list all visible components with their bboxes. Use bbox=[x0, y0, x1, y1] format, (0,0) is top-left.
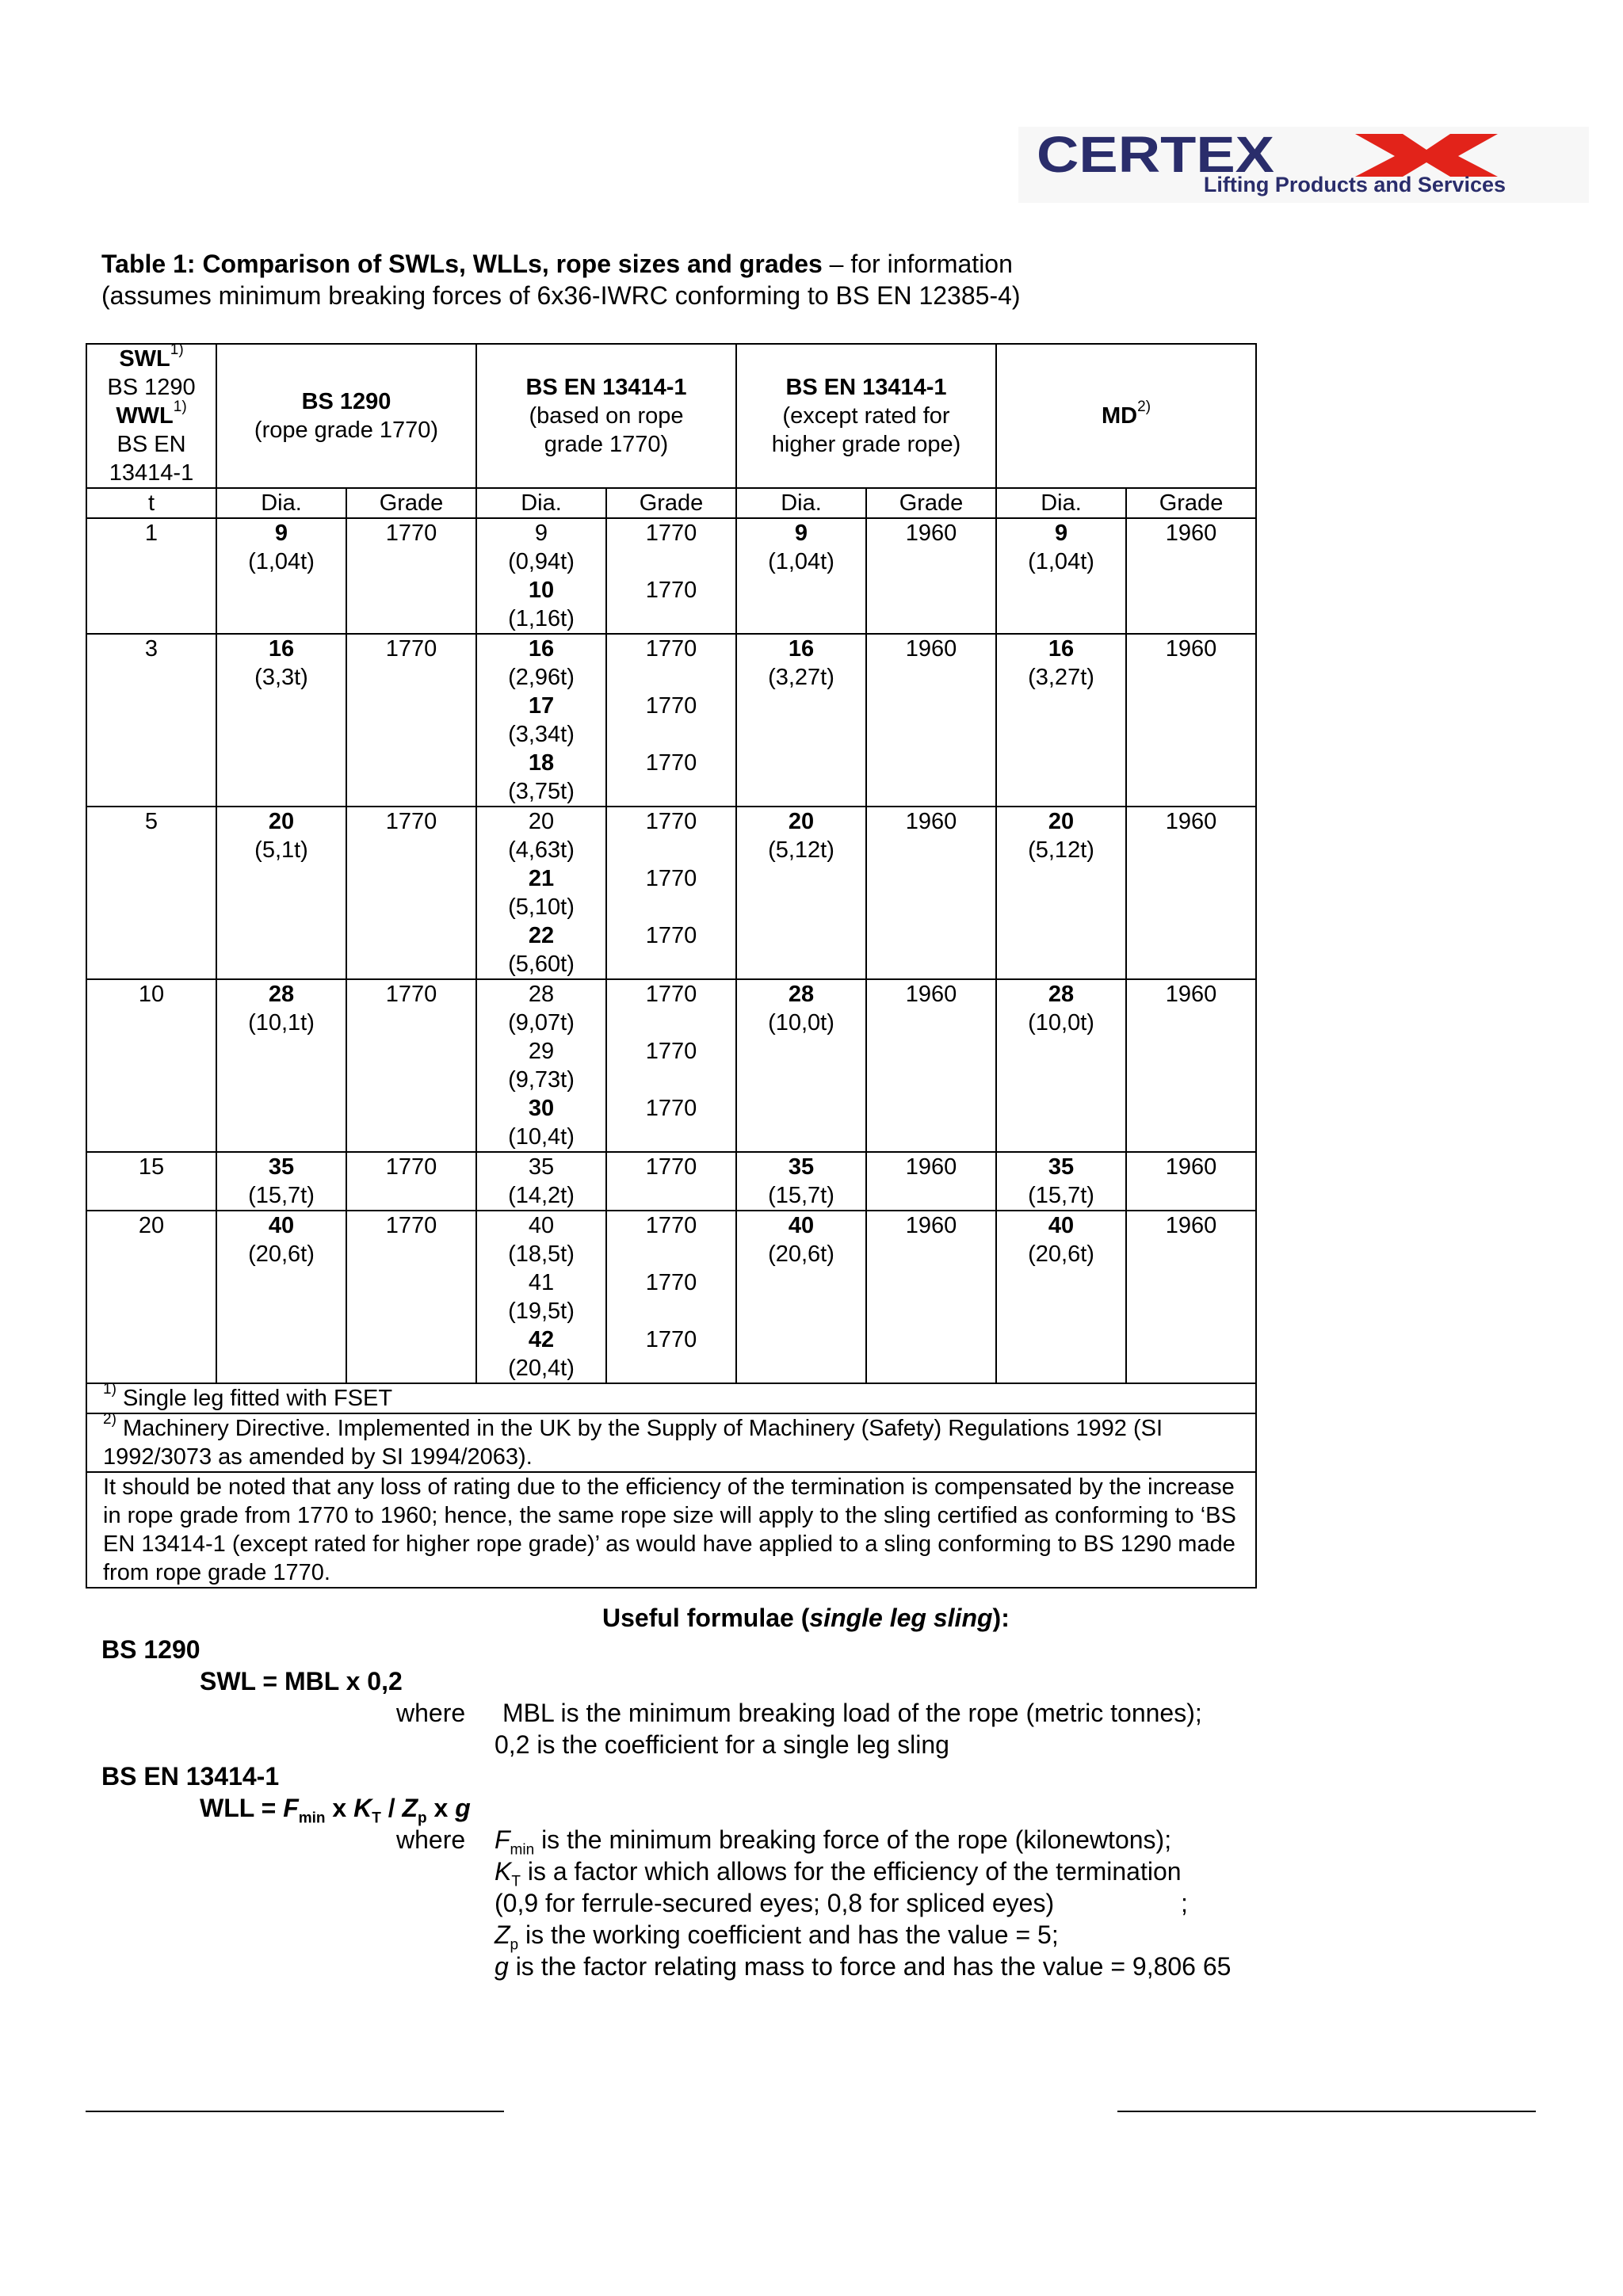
rope-breaking-load: (4,63t) bbox=[508, 837, 575, 863]
rope-diameter: 35 bbox=[268, 1154, 295, 1180]
table-row bbox=[86, 1152, 1256, 1211]
table-row bbox=[86, 1211, 1256, 1383]
rope-breaking-load: (20,6t) bbox=[248, 1241, 315, 1267]
md-dia-cell bbox=[996, 634, 1126, 807]
bsen-grade-cell bbox=[606, 1211, 736, 1383]
table-body bbox=[86, 518, 1256, 1383]
rope-diameter: 16 bbox=[268, 636, 295, 662]
footnote-2-row bbox=[86, 1413, 1256, 1472]
higher-grade-cell bbox=[866, 1211, 996, 1383]
table-subheader-row bbox=[86, 488, 1256, 518]
rope-breaking-load: (3,75t) bbox=[508, 779, 575, 804]
bs1290-dia-cell bbox=[216, 634, 346, 807]
formulae-heading: Useful formulae (single leg sling): bbox=[602, 1604, 1010, 1632]
logo-tagline: Lifting Products and Services bbox=[1203, 173, 1506, 196]
rope-diameter: 35 bbox=[528, 1154, 555, 1180]
bsen-dia-cell bbox=[476, 979, 606, 1152]
rope-grade: 1770 bbox=[645, 1270, 697, 1295]
footnote-1: $^{1)}$ Single leg fitted with FSET bbox=[86, 1383, 1256, 1413]
coefficient-definition: 0,2 is the coefficient for a single leg sling bbox=[495, 1730, 949, 1759]
wll-formula: WLL = $F_{min}$ x $K_T / Z_p$ x g bbox=[200, 1794, 471, 1827]
rope-diameter: 40 bbox=[268, 1213, 295, 1238]
bs1290-grade-cell bbox=[346, 518, 476, 634]
bsen-grade-cell bbox=[606, 979, 736, 1152]
title-bold: Table 1: Comparison of SWLs, WLLs, rope sizes and grades bbox=[101, 250, 823, 278]
rope-grade: 1770 bbox=[645, 1154, 697, 1180]
rope-grade: 1770 bbox=[645, 693, 697, 719]
higher-dia-cell bbox=[736, 807, 866, 979]
rope-diameter: 28 bbox=[528, 982, 555, 1007]
rope-grade: 1770 bbox=[645, 521, 697, 546]
bs1290-dia-cell bbox=[216, 1211, 346, 1383]
rope-grade: 1960 bbox=[905, 521, 957, 546]
swl-value: 5 bbox=[86, 807, 216, 979]
rope-breaking-load: (10,0t) bbox=[768, 1010, 834, 1035]
swl-value: 15 bbox=[86, 1152, 216, 1211]
svg-text:CERTEX: CERTEX bbox=[1037, 131, 1275, 178]
rope-breaking-load: (20,4t) bbox=[508, 1356, 575, 1381]
title-line2: (assumes minimum breaking forces of 6x36-IWRC conforming to BS EN 12385-4) bbox=[101, 281, 1021, 310]
swl-formula: SWL = MBL x 0,2 bbox=[200, 1667, 403, 1695]
sub-grade: Grade bbox=[606, 488, 736, 518]
rope-diameter: 17 bbox=[528, 693, 555, 719]
rope-diameter: 20 bbox=[268, 809, 295, 834]
md-grade-cell bbox=[1126, 1211, 1256, 1383]
footnote-3-row bbox=[86, 1472, 1256, 1588]
header-md: MD$^{2)}$ bbox=[996, 344, 1256, 488]
bs1290-grade-cell bbox=[346, 1211, 476, 1383]
higher-grade-cell bbox=[866, 979, 996, 1152]
bs1290-dia-cell bbox=[216, 518, 346, 634]
bsen-grade-cell bbox=[606, 518, 736, 634]
rope-grade: 1960 bbox=[905, 1154, 957, 1180]
rope-grade: 1960 bbox=[905, 636, 957, 662]
table-row bbox=[86, 518, 1256, 634]
rope-breaking-load: (1,04t) bbox=[1028, 549, 1094, 574]
md-dia-cell bbox=[996, 979, 1126, 1152]
rope-grade: 1770 bbox=[385, 1154, 437, 1180]
rope-grade: 1770 bbox=[645, 1096, 697, 1121]
bsen-grade-cell bbox=[606, 634, 736, 807]
table-row bbox=[86, 979, 1256, 1152]
md-grade-cell bbox=[1126, 807, 1256, 979]
bsen-grade-cell bbox=[606, 1152, 736, 1211]
g-definition: g is the factor relating mass to force and has the value = 9,806 65 bbox=[495, 1952, 1232, 1981]
higher-dia-cell bbox=[736, 979, 866, 1152]
rope-grade: 1770 bbox=[645, 1039, 697, 1064]
rope-grade: 1960 bbox=[905, 809, 957, 834]
bsen-dia-cell bbox=[476, 1211, 606, 1383]
rope-diameter: 41 bbox=[528, 1270, 555, 1295]
rope-diameter: 40 bbox=[788, 1213, 815, 1238]
bs1290-dia-cell bbox=[216, 807, 346, 979]
bs1290-grade-cell bbox=[346, 1152, 476, 1211]
rope-breaking-load: (10,4t) bbox=[508, 1124, 575, 1150]
rope-grade: 1770 bbox=[385, 982, 437, 1007]
bs1290-grade-cell bbox=[346, 634, 476, 807]
rope-breaking-load: (10,1t) bbox=[248, 1010, 315, 1035]
rope-grade: 1960 bbox=[1165, 1213, 1217, 1238]
footnote-2: $^{2)}$ Machinery Directive. Implemented in the UK by the Supply of Machinery (Safety) Regulations 1992 (SI 1992/3073 as amended by SI 1994/2063). bbox=[86, 1413, 1256, 1472]
table-row bbox=[86, 634, 1256, 807]
certex-wordmark-icon bbox=[1030, 131, 1506, 178]
md-grade-cell bbox=[1126, 979, 1256, 1152]
rope-grade: 1960 bbox=[1165, 521, 1217, 546]
rope-breaking-load: (18,5t) bbox=[508, 1241, 575, 1267]
sub-dia: Dia. bbox=[736, 488, 866, 518]
higher-dia-cell bbox=[736, 634, 866, 807]
swl-value: 3 bbox=[86, 634, 216, 807]
rope-diameter: 9 bbox=[274, 521, 288, 546]
mbl-definition: MBL is the minimum breaking load of the rope (metric tonnes); bbox=[502, 1699, 1202, 1727]
higher-grade-cell bbox=[866, 634, 996, 807]
rope-diameter: 16 bbox=[528, 636, 555, 662]
md-dia-cell bbox=[996, 807, 1126, 979]
rope-breaking-load: (10,0t) bbox=[1028, 1010, 1094, 1035]
kt-definition: $K_T$ is a factor which allows for the efficiency of the termination bbox=[495, 1857, 1182, 1890]
rope-grade: 1960 bbox=[1165, 636, 1217, 662]
rope-breaking-load: (20,6t) bbox=[768, 1241, 834, 1267]
bsen-dia-cell bbox=[476, 807, 606, 979]
rope-breaking-load: (5,1t) bbox=[254, 837, 308, 863]
rope-diameter: 16 bbox=[788, 636, 815, 662]
md-grade-cell bbox=[1126, 634, 1256, 807]
rope-diameter: 42 bbox=[528, 1327, 555, 1352]
rope-diameter: 20 bbox=[528, 809, 555, 834]
rope-breaking-load: (19,5t) bbox=[508, 1299, 575, 1324]
rope-breaking-load: (1,04t) bbox=[248, 549, 315, 574]
where-label-2: where bbox=[396, 1825, 466, 1854]
rope-breaking-load: (15,7t) bbox=[768, 1183, 834, 1208]
table-header-row bbox=[86, 344, 1256, 488]
kt-semicolon: ; bbox=[1181, 1889, 1188, 1917]
higher-grade-cell bbox=[866, 518, 996, 634]
md-grade-cell bbox=[1126, 518, 1256, 634]
rope-diameter: 9 bbox=[794, 521, 808, 546]
rope-grade: 1960 bbox=[1165, 809, 1217, 834]
rope-diameter: 20 bbox=[788, 809, 815, 834]
rope-breaking-load: (15,7t) bbox=[248, 1183, 315, 1208]
swl-value: 20 bbox=[86, 1211, 216, 1383]
bs1290-dia-cell bbox=[216, 979, 346, 1152]
rope-breaking-load: (0,94t) bbox=[508, 549, 575, 574]
rope-diameter: 28 bbox=[268, 982, 295, 1007]
rope-breaking-load: (5,12t) bbox=[1028, 837, 1094, 863]
rope-grade: 1960 bbox=[1165, 1154, 1217, 1180]
fmin-definition: $F_{min}$ is the minimum breaking force of the rope (kilonewtons); bbox=[495, 1825, 1172, 1859]
rope-breaking-load: (1,16t) bbox=[508, 606, 575, 631]
rope-diameter: 40 bbox=[1048, 1213, 1075, 1238]
bs1290-grade-cell bbox=[346, 979, 476, 1152]
rope-grade: 1770 bbox=[645, 578, 697, 603]
rope-diameter: 9 bbox=[1054, 521, 1068, 546]
sub-grade: Grade bbox=[1126, 488, 1256, 518]
higher-dia-cell bbox=[736, 518, 866, 634]
bsen-dia-cell bbox=[476, 518, 606, 634]
higher-dia-cell bbox=[736, 1211, 866, 1383]
bsen-label: BS EN 13414-1 bbox=[101, 1762, 280, 1791]
bs1290-grade-cell bbox=[346, 807, 476, 979]
rope-grade: 1770 bbox=[645, 866, 697, 891]
higher-grade-cell bbox=[866, 1152, 996, 1211]
rope-breaking-load: (3,34t) bbox=[508, 722, 575, 747]
rope-diameter: 18 bbox=[528, 750, 555, 776]
rope-diameter: 35 bbox=[788, 1154, 815, 1180]
rope-diameter: 16 bbox=[1048, 636, 1075, 662]
rope-breaking-load: (14,2t) bbox=[508, 1183, 575, 1208]
higher-dia-cell bbox=[736, 1152, 866, 1211]
rope-grade: 1770 bbox=[385, 1213, 437, 1238]
footer-rule-right bbox=[1117, 2111, 1536, 2112]
rope-breaking-load: (15,7t) bbox=[1028, 1183, 1094, 1208]
where-label: where bbox=[396, 1699, 466, 1727]
header-bsen-based: BS EN 13414-1 (based on rope grade 1770) bbox=[476, 344, 736, 488]
zp-definition: $Z_p$ is the working coefficient and has the value = 5; bbox=[495, 1920, 1059, 1954]
rope-breaking-load: (3,27t) bbox=[1028, 665, 1094, 690]
kt-values: (0,9 for ferrule-secured eyes; 0,8 for spliced eyes) bbox=[495, 1889, 1055, 1917]
header-bsen-higher: BS EN 13414-1 (except rated for higher grade rope) bbox=[736, 344, 996, 488]
rope-grade: 1770 bbox=[385, 636, 437, 662]
title-rest: – for information bbox=[822, 250, 1013, 278]
rope-grade: 1770 bbox=[645, 750, 697, 776]
rope-diameter: 35 bbox=[1048, 1154, 1075, 1180]
sub-grade: Grade bbox=[346, 488, 476, 518]
rope-diameter: 22 bbox=[528, 923, 555, 948]
rope-grade: 1770 bbox=[645, 636, 697, 662]
table-row bbox=[86, 807, 1256, 979]
rope-breaking-load: (3,3t) bbox=[254, 665, 308, 690]
rope-breaking-load: (3,27t) bbox=[768, 665, 834, 690]
rope-diameter: 28 bbox=[788, 982, 815, 1007]
rope-grade: 1960 bbox=[905, 982, 957, 1007]
rope-grade: 1770 bbox=[645, 1327, 697, 1352]
bs1290-label: BS 1290 bbox=[101, 1635, 200, 1664]
sub-grade: Grade bbox=[866, 488, 996, 518]
bsen-grade-cell bbox=[606, 807, 736, 979]
comparison-table bbox=[86, 343, 1257, 1589]
rope-breaking-load: (9,73t) bbox=[508, 1067, 575, 1093]
rope-grade: 1770 bbox=[645, 982, 697, 1007]
rope-diameter: 21 bbox=[528, 866, 555, 891]
md-dia-cell bbox=[996, 518, 1126, 634]
sub-dia: Dia. bbox=[216, 488, 346, 518]
sub-t: t bbox=[86, 488, 216, 518]
footnote-3: It should be noted that any loss of rating due to the efficiency of the termination is compensated by the increase in rope grade from 1770 to 1960; hence, the same rope size will apply to the sling certified as conforming to ‘BS EN 13414-1 (except rated for higher rope grade)’ as would have applied to a sling conforming to BS 1290 made from rope grade 1770. bbox=[86, 1472, 1256, 1588]
swl-value: 1 bbox=[86, 518, 216, 634]
bsen-dia-cell bbox=[476, 1152, 606, 1211]
rope-breaking-load: (2,96t) bbox=[508, 665, 575, 690]
higher-grade-cell bbox=[866, 807, 996, 979]
rope-grade: 1770 bbox=[645, 809, 697, 834]
swl-value: 10 bbox=[86, 979, 216, 1152]
rope-grade: 1770 bbox=[645, 923, 697, 948]
rope-breaking-load: (9,07t) bbox=[508, 1010, 575, 1035]
rope-breaking-load: (1,04t) bbox=[768, 549, 834, 574]
rope-diameter: 28 bbox=[1048, 982, 1075, 1007]
sub-dia: Dia. bbox=[476, 488, 606, 518]
certex-logo bbox=[1018, 127, 1589, 203]
rope-breaking-load: (20,6t) bbox=[1028, 1241, 1094, 1267]
rope-grade: 1960 bbox=[905, 1213, 957, 1238]
rope-grade: 1770 bbox=[385, 809, 437, 834]
header-bs1290: BS 1290 (rope grade 1770) bbox=[216, 344, 476, 488]
rope-grade: 1960 bbox=[1165, 982, 1217, 1007]
rope-grade: 1770 bbox=[385, 521, 437, 546]
rope-breaking-load: (5,12t) bbox=[768, 837, 834, 863]
rope-diameter: 30 bbox=[528, 1096, 555, 1121]
md-dia-cell bbox=[996, 1211, 1126, 1383]
bs1290-dia-cell bbox=[216, 1152, 346, 1211]
footer-rule-left bbox=[86, 2111, 504, 2112]
md-grade-cell bbox=[1126, 1152, 1256, 1211]
rope-diameter: 40 bbox=[528, 1213, 555, 1238]
footnote-1-row bbox=[86, 1383, 1256, 1413]
bsen-dia-cell bbox=[476, 634, 606, 807]
rope-breaking-load: (5,60t) bbox=[508, 952, 575, 977]
header-swl: SWL$^{1)}$ BS 1290 WWL$^{1)}$ BS EN 13414-1 bbox=[86, 344, 216, 488]
rope-breaking-load: (5,10t) bbox=[508, 894, 575, 920]
table-title bbox=[101, 248, 1021, 311]
rope-diameter: 10 bbox=[528, 578, 555, 603]
md-dia-cell bbox=[996, 1152, 1126, 1211]
rope-grade: 1770 bbox=[645, 1213, 697, 1238]
sub-dia: Dia. bbox=[996, 488, 1126, 518]
rope-diameter: 29 bbox=[528, 1039, 555, 1064]
rope-diameter: 20 bbox=[1048, 809, 1075, 834]
rope-diameter: 9 bbox=[534, 521, 548, 546]
